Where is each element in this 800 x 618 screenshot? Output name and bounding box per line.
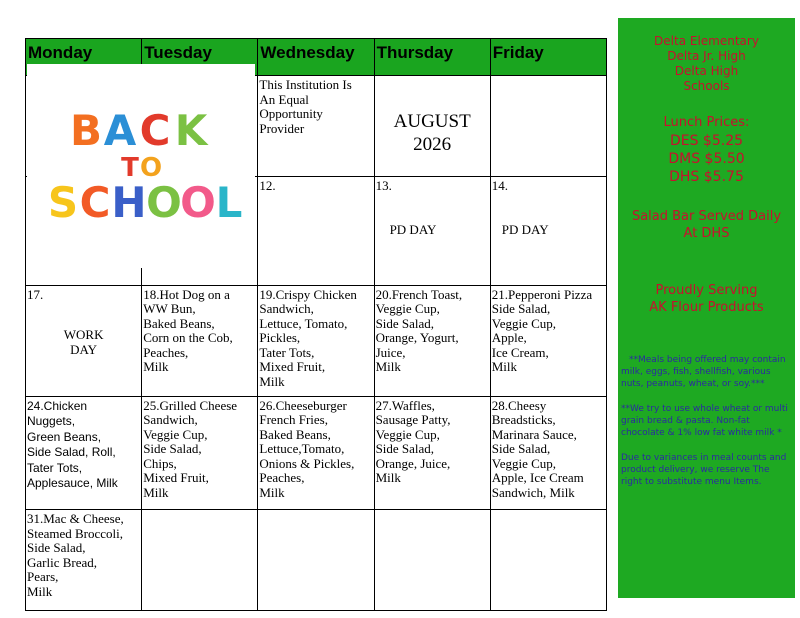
text-line: Lettuce, Tomato, (259, 315, 348, 331)
text-line: Delta High (674, 64, 739, 78)
text-line: Provider (259, 120, 305, 136)
header-wednesday: Wednesday (258, 39, 374, 76)
text-line: Baked Beans, (143, 315, 215, 331)
cell-week2-fri (490, 176, 606, 285)
text-line: Side Salad, (27, 540, 86, 556)
text-line: 24.Chicken (27, 398, 88, 413)
text-line: Side Salad, (375, 441, 435, 457)
text-line: Orange, Yogurt, (375, 330, 459, 346)
text-line: Garlic Bread, (27, 554, 98, 570)
text-line: Mixed Fruit, (143, 470, 209, 486)
equal-opportunity-notice (259, 78, 372, 136)
month-year: 2026 (413, 134, 452, 155)
text-line: Ice Cream, (491, 344, 549, 360)
text-line: An Equal (259, 91, 309, 107)
text-line: Side Salad, (491, 301, 551, 317)
bts-letter: O (139, 153, 163, 183)
text-line: 21.Pepperoni Pizza (491, 286, 593, 302)
month-name: AUGUST (393, 111, 471, 132)
text-line: AK Flour Products (649, 300, 764, 315)
text-line: Applesauce, Milk (27, 476, 118, 491)
cell-week5-thu (374, 510, 490, 611)
cell-week3-tue (142, 285, 258, 396)
text-line: 27.Waffles, (375, 397, 435, 413)
menu-item-list (492, 288, 605, 375)
menu-item-list (143, 399, 256, 501)
week-3-row (26, 285, 607, 396)
text-line: Milk (27, 583, 53, 599)
bts-letter: O (180, 178, 216, 227)
text-line: Tater Tots, (27, 460, 83, 475)
text-line: French Fries, (259, 412, 328, 428)
text-line: Side Salad, (491, 441, 551, 457)
text-line: Milk (259, 373, 285, 389)
week-4-row (26, 396, 607, 509)
text-line: Green Beans, (27, 429, 102, 444)
school-names (618, 34, 795, 94)
cell-week2-thu (374, 176, 490, 285)
price-title: Lunch Prices: (663, 115, 750, 130)
date-label: 14. (491, 177, 508, 193)
text-line: Proudly Serving (655, 283, 758, 298)
header-monday: Monday (26, 39, 142, 76)
text-line: 26.Cheeseburger (259, 397, 347, 413)
pd-day-note: PD DAY (389, 222, 437, 238)
price-dhs: DHS $5.75 (669, 169, 744, 185)
menu-item-list (376, 288, 489, 375)
text-line: Steamed Broccoli, (27, 525, 124, 541)
cell-week4-wed (258, 396, 374, 509)
text-line: Lettuce,Tomato, (259, 441, 345, 457)
text-line: Onions & Pickles, (259, 455, 355, 471)
text-line: Sandwich, (259, 301, 314, 317)
back-to-school-art (27, 64, 255, 268)
text-line: DAY (70, 341, 98, 357)
menu-item-list (376, 399, 489, 486)
text-line: 19.Crispy Chicken (259, 286, 357, 302)
salad-bar-note (618, 208, 795, 242)
week-5-row (26, 510, 607, 611)
text-line: Milk (259, 484, 285, 500)
cell-week4-tue (142, 396, 258, 509)
cell-week5-tue (142, 510, 258, 611)
text-line: 20.French Toast, (375, 286, 463, 302)
cell-week2-wed (258, 176, 374, 285)
date-label: 12. (259, 177, 276, 193)
info-sidebar (618, 18, 795, 598)
text-line: Milk (143, 484, 169, 500)
sidebar-notes (618, 354, 795, 488)
text-line: WW Bun, (143, 301, 196, 317)
text-line: Veggie Cup, (143, 426, 208, 442)
text-line: Side Salad, (375, 315, 435, 331)
header-thursday: Thursday (374, 39, 490, 76)
cell-week1-fri (490, 76, 606, 177)
text-line: Veggie Cup, (491, 455, 557, 471)
text-line: Nuggets, (27, 414, 76, 429)
cell-week5-fri (490, 510, 606, 611)
text-line: Side Salad, (143, 441, 202, 457)
cell-week4-thu (374, 396, 490, 509)
date-label: 13. (375, 177, 392, 193)
cell-week1-thu (374, 76, 490, 177)
bts-letter: A (103, 106, 137, 155)
cell-week5-wed (258, 510, 374, 611)
back-to-school-image (27, 64, 255, 268)
bts-letter: C (79, 178, 111, 227)
text-line: Sandwich, Milk (491, 484, 575, 500)
menu-item-list (27, 399, 140, 492)
text-line: 28.Cheesy (491, 397, 547, 413)
bts-letter: C (139, 106, 171, 155)
text-line: Chips, (143, 455, 177, 471)
text-line: Juice, (375, 344, 406, 360)
cell-week1-wed (258, 76, 374, 177)
text-line: Apple, (491, 330, 527, 346)
proudly-serving-note (618, 282, 795, 316)
text-line: Opportunity (259, 106, 323, 121)
text-line: Milk (143, 359, 169, 375)
date-label: 17. (27, 286, 44, 302)
text-line: Corn on the Cob, (143, 330, 233, 346)
cell-week3-wed (258, 285, 374, 396)
price-des: DES $5.25 (669, 133, 744, 149)
month-title (376, 110, 489, 156)
lunch-prices (618, 114, 795, 186)
text-line: Tater Tots, (259, 344, 315, 360)
text-line: 18.Hot Dog on a (143, 286, 230, 302)
menu-item-list (259, 399, 372, 501)
text-line: Side Salad, Roll, (27, 445, 116, 460)
header-friday: Friday (490, 39, 606, 76)
menu-item-list (27, 512, 140, 599)
cell-week3-thu (374, 285, 490, 396)
substitution-note: Due to variances in meal counts and product delivery, we reserve The right to substitute menu Items. (621, 453, 787, 487)
text-line: Delta Jr. High (667, 49, 746, 63)
bts-letter: S (47, 178, 79, 227)
bts-letter: K (174, 106, 208, 155)
text-line: At DHS (683, 226, 730, 241)
bts-letter: T (121, 153, 139, 183)
cell-week5-mon (26, 510, 142, 611)
cell-week3-mon (26, 285, 142, 396)
bts-letter: O (146, 178, 182, 227)
pd-day-note: PD DAY (501, 222, 549, 238)
text-line: Peaches, (259, 470, 305, 486)
text-line: Breadsticks, (491, 412, 556, 428)
bts-letter: B (69, 106, 103, 155)
text-line: This Institution Is (259, 77, 352, 92)
price-dms: DMS $5.50 (668, 151, 745, 167)
text-line: Veggie Cup, (375, 426, 440, 442)
text-line: Sandwich, (143, 412, 198, 428)
cell-week4-fri (490, 396, 606, 509)
whole-wheat-note: **We try to use whole wheat or multi grain bread & pasta. Non-fat chocolate & 1% low fat white milk * (621, 404, 788, 438)
text-line: Apple, Ice Cream (491, 470, 584, 486)
text-line: Orange, Juice, (375, 455, 451, 471)
text-line: Marinara Sauce, (491, 426, 577, 442)
text-line: Veggie Cup, (375, 301, 440, 317)
bts-letter: L (215, 178, 243, 227)
bts-letter: H (111, 178, 147, 227)
text-line: Pears, (27, 569, 59, 585)
text-line: WORK (63, 327, 104, 343)
work-day-note (27, 328, 140, 357)
menu-item-list (143, 288, 256, 375)
cell-week3-fri (490, 285, 606, 396)
text-line: Baked Beans, (259, 426, 331, 442)
text-line: 25.Grilled Cheese (143, 397, 238, 413)
menu-item-list (492, 399, 605, 501)
cell-week4-mon (26, 396, 142, 509)
text-line: Pickles, (259, 330, 301, 346)
text-line: Delta Elementary (654, 34, 759, 48)
text-line: Peaches, (143, 344, 189, 360)
menu-item-list (259, 288, 372, 390)
header-tuesday: Tuesday (142, 39, 258, 76)
text-line: Veggie Cup, (491, 315, 557, 331)
text-line: Salad Bar Served Daily (631, 209, 782, 224)
text-line: Milk (491, 359, 518, 375)
text-line: 31.Mac & Cheese, (27, 511, 124, 527)
text-line: Mixed Fruit, (259, 359, 326, 375)
text-line: Milk (375, 470, 401, 486)
text-line: Sausage Patty, (375, 412, 451, 428)
text-line: Schools (683, 79, 730, 93)
allergen-note: **Meals being offered may contain milk, eggs, fish, shellfish, various nuts, peanuts, wheat, or soy.*** (621, 355, 786, 389)
text-line: Milk (375, 359, 401, 375)
